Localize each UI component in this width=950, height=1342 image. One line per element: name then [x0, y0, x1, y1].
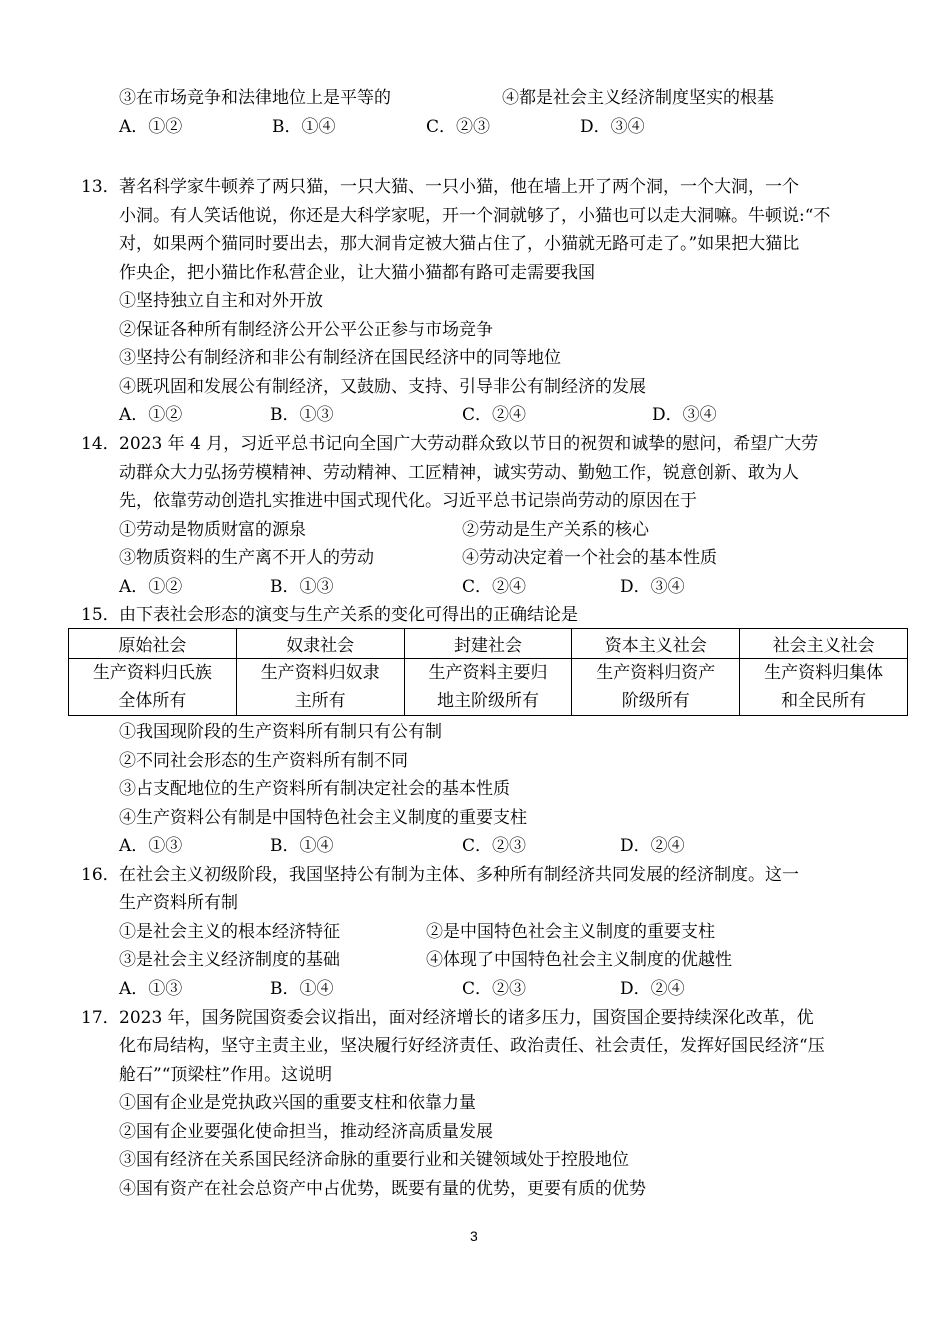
q13-option-a: A．①② — [119, 405, 183, 425]
q13-statement: ①坚持独立自主和对外开放 — [119, 291, 323, 311]
q15-statement: ①我国现阶段的生产资料所有制只有公有制 — [119, 722, 442, 742]
table-cell: 生产资料归资产 阶级所有 — [572, 659, 740, 716]
q16-statement: ③是社会主义经济制度的基础 — [119, 950, 340, 970]
table-header-cell: 原始社会 — [69, 629, 237, 659]
q17-statement: ④国有资产在社会总资产中占优势，既要有量的优势，更要有质的优势 — [119, 1179, 646, 1199]
q14-number: 14． — [81, 434, 120, 454]
social-forms-table — [68, 628, 908, 716]
q16-statement: ②是中国特色社会主义制度的重要支柱 — [426, 922, 715, 942]
table-cell: 生产资料主要归 地主阶级所有 — [404, 659, 572, 716]
q16-option-d: D．②④ — [620, 979, 685, 999]
table-row — [69, 659, 908, 716]
q17-number: 17． — [81, 1008, 120, 1028]
q15-option-c: C．②③ — [462, 836, 527, 856]
q17-stem-line: 舱石”“顶梁柱”作用。这说明 — [119, 1065, 333, 1085]
q14-statement: ③物质资料的生产离不开人的劳动 — [119, 548, 374, 568]
q17-stem-line: 化布局结构，坚守主责主业，坚决履行好经济责任、政治责任、社会责任，发挥好国民经济“压 — [119, 1036, 825, 1056]
q12-option-b: B．①④ — [272, 117, 336, 137]
q14-stem-line: 先，依靠劳动创造扎实推进中国式现代化。习近平总书记崇尚劳动的原因在于 — [119, 491, 697, 511]
table-header-cell: 奴隶社会 — [236, 629, 404, 659]
q13-stem-line: 小洞。有人笑话他说，你还是大科学家呢，开一个洞就够了，小猫也可以走大洞嘛。牛顿说:“不 — [119, 206, 831, 226]
q14-statement: ②劳动是生产关系的核心 — [462, 520, 649, 540]
q14-statement: ④劳动决定着一个社会的基本性质 — [462, 548, 717, 568]
q17-statement: ①国有企业是党执政兴国的重要支柱和依靠力量 — [119, 1093, 476, 1113]
table-cell: 生产资料归集体 和全民所有 — [740, 659, 908, 716]
q17-statement: ③国有经济在关系国民经济命脉的重要行业和关键领域处于控股地位 — [119, 1150, 629, 1170]
q15-option-a: A．①③ — [119, 836, 183, 856]
table-header-cell: 封建社会 — [404, 629, 572, 659]
q13-option-c: C．②④ — [462, 405, 527, 425]
q12-option-c: C．②③ — [426, 117, 491, 137]
q15-statement: ④生产资料公有制是中国特色社会主义制度的重要支柱 — [119, 808, 527, 828]
table-cell: 生产资料归奴隶 主所有 — [236, 659, 404, 716]
q15-statement: ②不同社会形态的生产资料所有制不同 — [119, 751, 408, 771]
q15-number: 15． — [81, 605, 120, 625]
q13-statement: ③坚持公有制经济和非公有制经济在国民经济中的同等地位 — [119, 348, 561, 368]
q14-option-d: D．③④ — [620, 577, 685, 597]
table-header-cell: 社会主义社会 — [740, 629, 908, 659]
q13-option-d: D．③④ — [652, 405, 717, 425]
q13-statement: ④既巩固和发展公有制经济，又鼓励、支持、引导非公有制经济的发展 — [119, 377, 646, 397]
q12-statement-3: ③在市场竞争和法律地位上是平等的 — [119, 88, 391, 108]
q14-stem-line: 动群众大力弘扬劳模精神、劳动精神、工匠精神，诚实劳动、勤勉工作，锐意创新、敢为人 — [119, 463, 799, 483]
q15-statement: ③占支配地位的生产资料所有制决定社会的基本性质 — [119, 779, 510, 799]
q16-number: 16． — [81, 865, 120, 885]
q13-option-b: B．①③ — [270, 405, 334, 425]
q14-stem-line: 2023 年 4 月，习近平总书记向全国广大劳动群众致以节日的祝贺和诚挚的慰问，希望广大劳 — [119, 434, 819, 454]
q17-statement: ②国有企业要强化使命担当，推动经济高质量发展 — [119, 1122, 493, 1142]
q15-stem: 由下表社会形态的演变与生产关系的变化可得出的正确结论是 — [119, 605, 578, 625]
q12-option-d: D．③④ — [580, 117, 645, 137]
q15-option-b: B．①④ — [270, 836, 334, 856]
q13-statement: ②保证各种所有制经济公开公平公正参与市场竞争 — [119, 320, 493, 340]
q14-option-a: A．①② — [119, 577, 183, 597]
page-number: 3 — [470, 1228, 478, 1244]
q17-stem-line: 2023 年，国务院国资委会议指出，面对经济增长的诸多压力，国资国企要持续深化改革，优 — [119, 1008, 814, 1028]
q14-option-c: C．②④ — [462, 577, 527, 597]
q16-option-b: B．①④ — [270, 979, 334, 999]
q16-statement: ①是社会主义的根本经济特征 — [119, 922, 340, 942]
q13-stem-line: 对，如果两个猫同时要出去，那大洞肯定被大猫占住了，小猫就无路可走了。”如果把大猫比 — [119, 234, 800, 254]
q14-option-b: B．①③ — [270, 577, 334, 597]
table-cell: 生产资料归氏族 全体所有 — [69, 659, 237, 716]
q16-option-c: C．②③ — [462, 979, 527, 999]
q16-option-a: A．①③ — [119, 979, 183, 999]
q12-option-a: A．①② — [119, 117, 183, 137]
q13-number: 13． — [81, 177, 120, 197]
q16-stem-line: 在社会主义初级阶段，我国坚持公有制为主体、多种所有制经济共同发展的经济制度。这一 — [119, 865, 799, 885]
table-header-row — [69, 629, 908, 659]
q12-statement-4: ④都是社会主义经济制度坚实的根基 — [502, 88, 774, 108]
q14-statement: ①劳动是物质财富的源泉 — [119, 520, 306, 540]
q16-stem-line: 生产资料所有制 — [119, 893, 238, 913]
table-header-cell: 资本主义社会 — [572, 629, 740, 659]
q15-option-d: D．②④ — [620, 836, 685, 856]
q13-stem-line: 作央企，把小猫比作私营企业，让大猫小猫都有路可走需要我国 — [119, 263, 595, 283]
q16-statement: ④体现了中国特色社会主义制度的优越性 — [426, 950, 732, 970]
q13-stem-line: 著名科学家牛顿养了两只猫，一只大猫、一只小猫，他在墙上开了两个洞，一个大洞，一个 — [119, 177, 799, 197]
